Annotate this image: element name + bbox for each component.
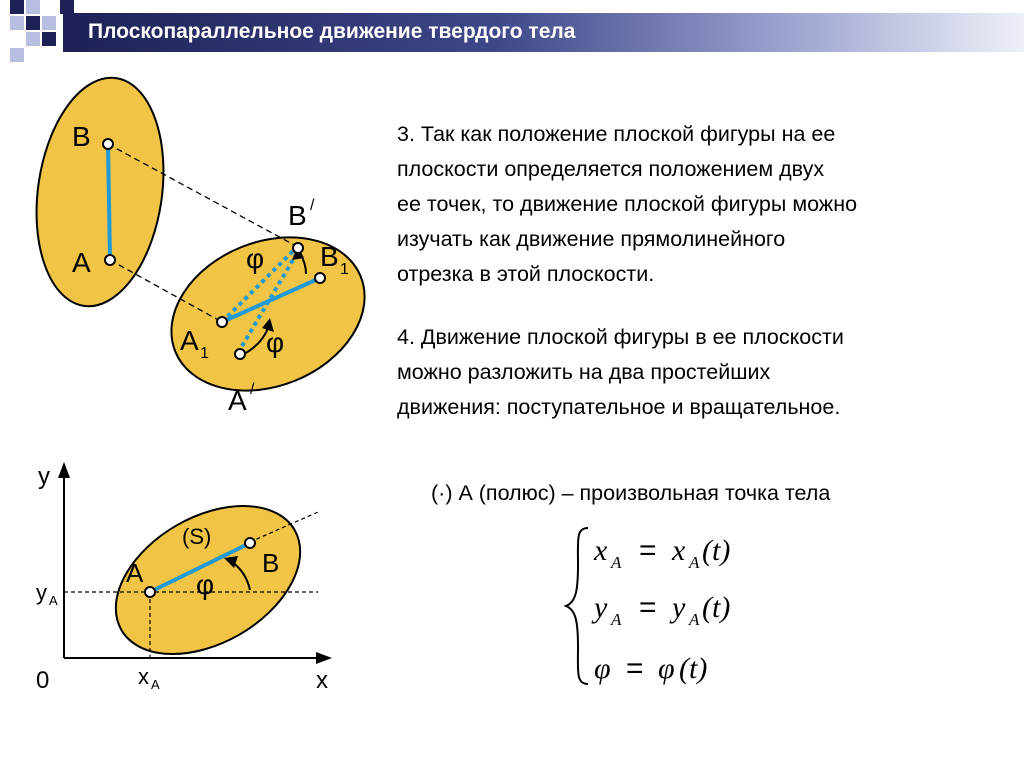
eq2-arg: (t) <box>702 591 731 624</box>
eq3-lhs: φ <box>594 652 611 685</box>
equation-row <box>593 534 730 572</box>
equation-row <box>594 652 707 685</box>
eq1-lhs-sub: A <box>611 553 622 572</box>
label-phi-upper: φ <box>246 243 265 274</box>
paragraph-3-line: плоскости определяется положением двух <box>397 157 825 181</box>
label-a: A <box>126 558 144 588</box>
x-axis-arrow-icon <box>316 652 332 664</box>
label-xa: x <box>138 664 149 689</box>
eq3-arg: (t) <box>679 652 708 685</box>
point-a <box>105 255 115 265</box>
point-b-prime <box>293 243 303 253</box>
paragraph-3-line: изучать как движение прямолинейного <box>397 227 786 251</box>
label-axis-y: y <box>38 463 50 490</box>
label-a1: A <box>180 325 199 356</box>
eq1-rhs: x <box>672 534 686 567</box>
slide-title: Плоскопараллельное движение твердого тела <box>88 20 576 43</box>
point-a <box>145 587 155 597</box>
paragraph-4-line: 4. Движение плоской фигуры в ее плоскости <box>397 325 844 349</box>
eq3-rhs: φ <box>658 652 675 685</box>
equation-row <box>591 591 730 629</box>
label-b: B <box>72 121 91 152</box>
label-b-prime: B <box>288 200 307 231</box>
point-a-prime <box>235 349 245 359</box>
decor-square <box>10 0 24 14</box>
eq2-rhs-sub: A <box>689 610 700 629</box>
equation-system <box>560 520 780 700</box>
decor-square <box>42 32 56 46</box>
point-b1 <box>315 273 325 283</box>
eq1-rhs-sub: A <box>689 553 700 572</box>
eq1-lhs: x <box>594 534 608 567</box>
label-b1-sub: 1 <box>340 261 349 278</box>
paragraph-3-line: 3. Так как положение плоской фигуры на ее <box>397 122 836 146</box>
segment-ab <box>108 144 110 260</box>
label-axis-x: x <box>316 667 328 694</box>
figure-initial <box>23 69 178 314</box>
label-origin: 0 <box>36 667 50 694</box>
paragraph-3-line: отрезка в этой плоскости. <box>397 262 655 286</box>
label-a1-sub: 1 <box>200 345 209 362</box>
eq2-lhs-sub: A <box>611 610 622 629</box>
eq3-equals: = <box>626 652 644 685</box>
paragraph-3-line: ее точек, то движение плоской фигуры можно <box>397 192 858 216</box>
point-a1 <box>217 317 227 327</box>
diagram-figure-motion <box>0 60 380 440</box>
paragraph-3 <box>397 117 857 292</box>
label-a-prime-mark: / <box>250 381 255 398</box>
eq1-arg: (t) <box>702 534 731 567</box>
label-a: A <box>72 247 91 278</box>
label-a-prime: A <box>228 385 247 416</box>
paragraph-4-line: можно разложить на два простейших <box>397 360 771 384</box>
eq2-equals: = <box>639 591 657 624</box>
paragraph-4 <box>397 320 844 425</box>
point-b <box>245 538 255 548</box>
decor-square <box>26 0 40 14</box>
decor-square <box>26 16 40 30</box>
figure-displaced <box>148 210 380 418</box>
label-ya-sub: A <box>49 593 58 608</box>
decor-square <box>10 16 24 30</box>
eq2-rhs: y <box>672 591 686 624</box>
label-b: B <box>262 548 280 578</box>
label-phi-lower: φ <box>266 327 285 358</box>
decor-square <box>42 16 56 30</box>
decor-square <box>60 0 74 14</box>
paragraph-4-line: движения: поступательное и вращательное. <box>397 395 841 419</box>
decor-square <box>26 32 40 46</box>
diagram-coordinate-frame <box>0 450 380 700</box>
eq1-equals: = <box>639 534 657 567</box>
point-b <box>103 139 113 149</box>
pole-definition: (·) А (полюс) – произвольная точка тела <box>431 481 831 505</box>
label-ya: y <box>36 580 47 605</box>
eq2-lhs: y <box>594 591 608 624</box>
label-xa-sub: A <box>151 677 160 692</box>
curly-brace <box>566 528 588 684</box>
y-axis-arrow-icon <box>58 462 70 478</box>
label-b-prime-mark: / <box>310 197 315 214</box>
label-s: (S) <box>182 524 212 549</box>
label-phi: φ <box>196 569 215 600</box>
label-b1: B <box>320 241 339 272</box>
